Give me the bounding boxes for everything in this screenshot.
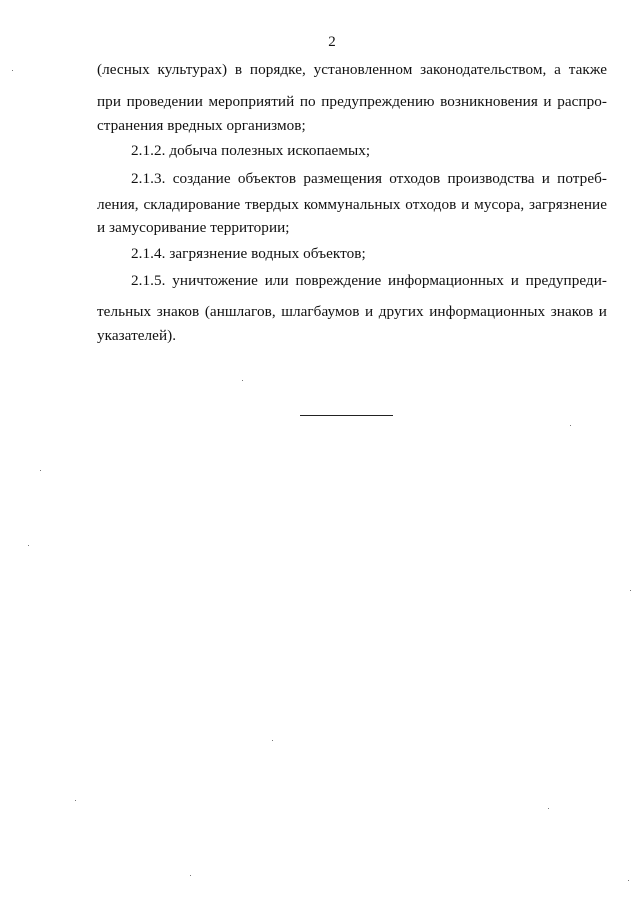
paragraph-line: (лесных культурах) в порядке, установленном законодательством, а также — [97, 61, 607, 78]
paragraph-line: при проведении мероприятий по предупреждению возникновения и распро- — [97, 93, 607, 110]
scan-speck — [548, 808, 549, 809]
scan-speck — [12, 70, 13, 71]
list-item-2-1-3: 2.1.3. создание объектов размещения отходов производства и потреб- — [131, 170, 607, 187]
paragraph-line: и замусоривание территории; — [97, 219, 290, 236]
separator-line — [300, 415, 393, 416]
scan-speck — [570, 425, 571, 426]
scan-speck — [75, 800, 76, 801]
scan-speck — [272, 740, 273, 741]
paragraph-line: странения вредных организмов; — [97, 117, 306, 134]
scan-speck — [40, 470, 41, 471]
paragraph-line: тельных знаков (аншлагов, шлагбаумов и других информационных знаков и — [97, 303, 607, 320]
list-item-2-1-4: 2.1.4. загрязнение водных объектов; — [131, 245, 366, 262]
scan-speck — [190, 875, 191, 876]
scan-speck — [628, 880, 629, 881]
paragraph-line: указателей). — [97, 327, 177, 344]
list-item-2-1-5: 2.1.5. уничтожение или повреждение информационных и предупреди- — [131, 272, 607, 289]
page-number: 2 — [328, 34, 336, 50]
list-item-2-1-2: 2.1.2. добыча полезных ископаемых; — [131, 142, 371, 159]
paragraph-line: ления, складирование твердых коммунальных отходов и мусора, загрязнение — [97, 196, 607, 213]
scan-speck — [28, 545, 29, 546]
scan-speck — [242, 380, 243, 381]
scan-speck — [630, 590, 631, 591]
